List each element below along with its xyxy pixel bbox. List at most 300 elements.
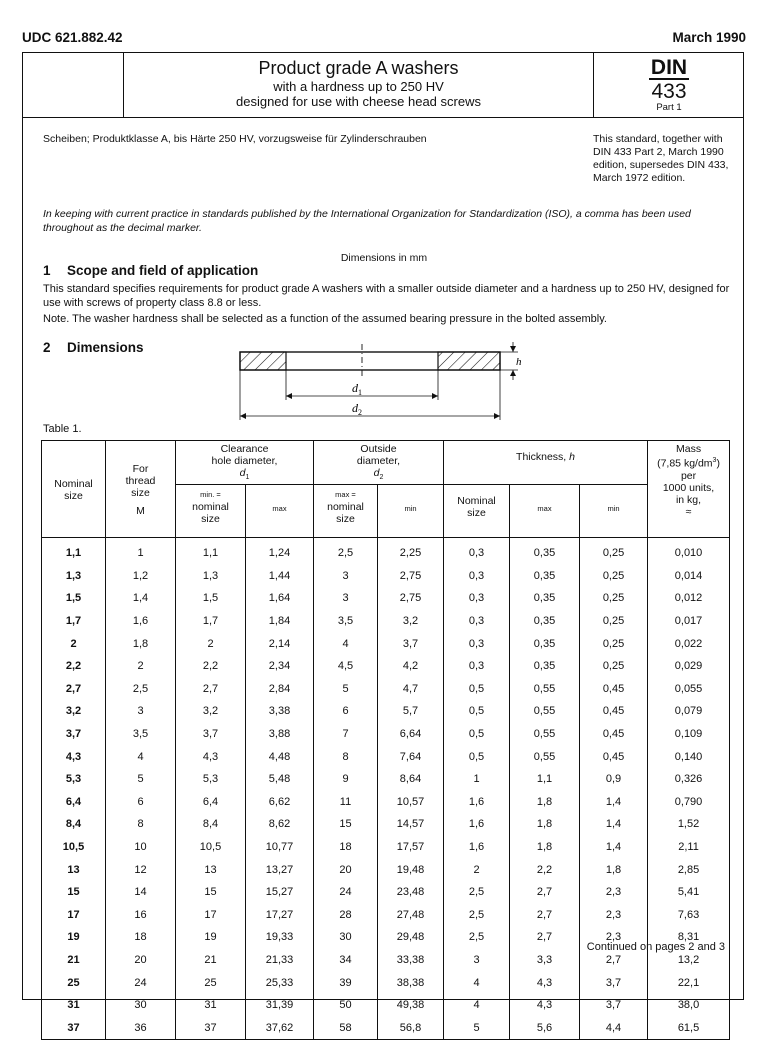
cell-mass: 0,790: [648, 791, 730, 814]
header-outside-l2: diameter,: [356, 455, 401, 467]
cell-clearance-max: 31,39: [246, 994, 314, 1017]
header-mass-l1: Mass: [675, 443, 702, 455]
cell-thread-size: 1,8: [106, 632, 176, 655]
cell-nominal-size: 21: [42, 949, 106, 972]
cell-outside-max: 34: [314, 949, 378, 972]
cell-thickness-max: 1,8: [510, 813, 580, 836]
cell-thickness-min: 1,4: [580, 813, 648, 836]
cell-nominal-size: 2,2: [42, 655, 106, 678]
cell-clearance-min: 2,2: [176, 655, 246, 678]
cell-outside-max: 20: [314, 858, 378, 881]
table-label: Table 1.: [43, 423, 82, 435]
cell-thread-size: 16: [106, 904, 176, 927]
table-row: [42, 565, 730, 588]
cell-outside-max: 3: [314, 587, 378, 610]
table-row: [42, 768, 730, 791]
header-thickness-min: min: [580, 485, 648, 538]
cell-outside-max: 28: [314, 904, 378, 927]
cell-nominal-size: 1,3: [42, 565, 106, 588]
cell-outside-max: 58: [314, 1016, 378, 1039]
table-row: [42, 723, 730, 746]
cell-thickness-min: 0,45: [580, 700, 648, 723]
cell-thread-size: 12: [106, 858, 176, 881]
cell-outside-min: 5,7: [378, 700, 444, 723]
cell-mass: 0,079: [648, 700, 730, 723]
cell-thickness-max: 2,2: [510, 858, 580, 881]
cell-thickness-min: 0,45: [580, 678, 648, 701]
cell-outside-min: 10,57: [378, 791, 444, 814]
cell-nominal-size: 25: [42, 971, 106, 994]
cell-clearance-min: 3,7: [176, 723, 246, 746]
cell-clearance-min: 1,3: [176, 565, 246, 588]
section-1-number: 1: [43, 263, 51, 278]
header-clearance-max: max: [246, 485, 314, 538]
cell-outside-max: 7: [314, 723, 378, 746]
cell-thickness-nominal: 0,3: [444, 610, 510, 633]
cell-thickness-min: 4,4: [580, 1016, 648, 1039]
cell-clearance-min: 1,1: [176, 538, 246, 565]
cell-thickness-max: 2,7: [510, 926, 580, 949]
cell-thickness-min: 2,7: [580, 949, 648, 972]
cell-nominal-size: 15: [42, 881, 106, 904]
table-row: [42, 610, 730, 633]
cell-thread-size: 4: [106, 745, 176, 768]
cell-clearance-max: 2,84: [246, 678, 314, 701]
header-thickness-nominal-l1: Nominal: [457, 495, 496, 508]
cell-nominal-size: 4,3: [42, 745, 106, 768]
cell-outside-max: 24: [314, 881, 378, 904]
table-row: [42, 632, 730, 655]
cell-clearance-max: 3,38: [246, 700, 314, 723]
cell-clearance-max: 17,27: [246, 904, 314, 927]
cell-clearance-max: 1,44: [246, 565, 314, 588]
cell-thread-size: 20: [106, 949, 176, 972]
cell-outside-max: 4,5: [314, 655, 378, 678]
cell-clearance-min: 37: [176, 1016, 246, 1039]
label-h: h: [516, 356, 522, 368]
cell-clearance-min: 21: [176, 949, 246, 972]
cell-outside-min: 29,48: [378, 926, 444, 949]
table-body: [42, 538, 730, 1040]
header-clearance-min-l2: size: [201, 513, 220, 526]
cell-clearance-max: 8,62: [246, 813, 314, 836]
cell-clearance-max: 25,33: [246, 971, 314, 994]
cell-outside-max: 6: [314, 700, 378, 723]
header-clearance-l1: Clearance: [220, 443, 269, 455]
cell-clearance-max: 21,33: [246, 949, 314, 972]
cell-clearance-min: 10,5: [176, 836, 246, 859]
cell-clearance-min: 6,4: [176, 791, 246, 814]
header-outside-l1: Outside: [360, 443, 397, 455]
cell-clearance-min: 1,7: [176, 610, 246, 633]
header-clearance-l2: hole diameter,: [211, 455, 278, 467]
cell-clearance-max: 2,34: [246, 655, 314, 678]
cell-clearance-min: 1,5: [176, 587, 246, 610]
cell-thickness-min: 0,45: [580, 723, 648, 746]
cell-thickness-max: 0,35: [510, 655, 580, 678]
cell-thickness-nominal: 0,5: [444, 723, 510, 746]
section-2-title: Dimensions: [67, 340, 144, 355]
table-row: [42, 994, 730, 1017]
washer-section-right: [438, 352, 500, 370]
cell-thickness-max: 0,35: [510, 632, 580, 655]
cell-nominal-size: 13: [42, 858, 106, 881]
cell-thread-size: 3,5: [106, 723, 176, 746]
cell-mass: 0,326: [648, 768, 730, 791]
header-nominal-size-text: Nominal size: [54, 478, 93, 502]
cell-thickness-min: 1,4: [580, 836, 648, 859]
header-outside-min: min: [378, 485, 444, 538]
cell-outside-min: 3,7: [378, 632, 444, 655]
cell-thread-size: 1,6: [106, 610, 176, 633]
svg-text:d2: [352, 401, 362, 417]
cell-clearance-min: 5,3: [176, 768, 246, 791]
cell-nominal-size: 1,7: [42, 610, 106, 633]
cell-mass: 0,029: [648, 655, 730, 678]
din-part: Part 1: [656, 102, 682, 113]
cell-outside-max: 5: [314, 678, 378, 701]
cell-thickness-min: 0,25: [580, 610, 648, 633]
cell-clearance-max: 19,33: [246, 926, 314, 949]
cell-thickness-max: 0,55: [510, 678, 580, 701]
cell-clearance-min: 8,4: [176, 813, 246, 836]
cell-mass: 7,63: [648, 904, 730, 927]
cell-thickness-min: 1,4: [580, 791, 648, 814]
header-mass-l2-end: ): [716, 457, 720, 470]
cell-nominal-size: 6,4: [42, 791, 106, 814]
cell-outside-min: 14,57: [378, 813, 444, 836]
iso-decimal-note: In keeping with current practice in standards published by the International Organization for Standardization (ISO), a comma has been used throughout as the decimal marker.: [43, 208, 691, 234]
cell-thickness-nominal: 0,3: [444, 538, 510, 565]
cell-nominal-size: 1,5: [42, 587, 106, 610]
cell-thickness-max: 1,8: [510, 791, 580, 814]
cell-outside-min: 38,38: [378, 971, 444, 994]
cell-nominal-size: 2: [42, 632, 106, 655]
cell-thread-size: 6: [106, 791, 176, 814]
cell-outside-min: 33,38: [378, 949, 444, 972]
header-clearance-min-l1: nominal: [192, 501, 229, 514]
header-outside: [314, 441, 444, 485]
cell-thread-size: 1,2: [106, 565, 176, 588]
cell-clearance-min: 17: [176, 904, 246, 927]
cell-thickness-nominal: 0,3: [444, 587, 510, 610]
cell-outside-max: 2,5: [314, 538, 378, 565]
header-thickness-nominal: [444, 485, 510, 538]
cell-thread-size: 3: [106, 700, 176, 723]
cell-thread-size: 30: [106, 994, 176, 1017]
cell-nominal-size: 17: [42, 904, 106, 927]
cell-clearance-min: 19: [176, 926, 246, 949]
cell-clearance-max: 6,62: [246, 791, 314, 814]
cell-outside-max: 11: [314, 791, 378, 814]
section-2-number: 2: [43, 340, 51, 355]
table-row: [42, 538, 730, 565]
header-mass-l3: per: [680, 469, 697, 482]
cell-thickness-min: 0,25: [580, 565, 648, 588]
cell-clearance-max: 10,77: [246, 836, 314, 859]
cell-clearance-max: 1,64: [246, 587, 314, 610]
cell-clearance-min: 15: [176, 881, 246, 904]
cell-outside-min: 2,25: [378, 538, 444, 565]
cell-outside-max: 39: [314, 971, 378, 994]
cell-thread-size: 5: [106, 768, 176, 791]
cell-outside-max: 50: [314, 994, 378, 1017]
header-thickness-max: max: [510, 485, 580, 538]
cell-thickness-nominal: 0,3: [444, 655, 510, 678]
cell-outside-max: 15: [314, 813, 378, 836]
cell-thread-size: 14: [106, 881, 176, 904]
cell-clearance-max: 1,24: [246, 538, 314, 565]
cell-thickness-nominal: 2,5: [444, 904, 510, 927]
cell-thread-size: 8: [106, 813, 176, 836]
cell-thickness-nominal: 0,5: [444, 678, 510, 701]
cell-thickness-nominal: 0,3: [444, 632, 510, 655]
scope-paragraph: This standard specifies requirements for product grade A washers with a smaller outside diameter and a hardness up to 250 HV, designed for use with screws of property class 8.8 or less.: [43, 283, 730, 309]
din-label: DIN: [650, 56, 688, 79]
cell-clearance-max: 2,14: [246, 632, 314, 655]
header-outside-max-note: max =: [335, 490, 356, 500]
header-thread-size-l1: For: [132, 463, 149, 475]
cell-thickness-min: 0,25: [580, 655, 648, 678]
header-outside-max: [314, 485, 378, 538]
dimensions-note: Dimensions in mm: [340, 252, 428, 264]
header-clearance-symbol: d: [239, 467, 246, 479]
svg-text:d1: [352, 381, 362, 397]
cell-mass: 5,41: [648, 881, 730, 904]
cell-nominal-size: 3,2: [42, 700, 106, 723]
cell-thickness-min: 1,8: [580, 858, 648, 881]
cell-thickness-min: 2,3: [580, 926, 648, 949]
cell-thickness-max: 0,55: [510, 700, 580, 723]
cell-thickness-max: 5,6: [510, 1016, 580, 1039]
washer-diagram: [228, 340, 528, 422]
cell-thickness-nominal: 1,6: [444, 791, 510, 814]
cell-thickness-max: 1,1: [510, 768, 580, 791]
cell-thickness-max: 2,7: [510, 904, 580, 927]
cell-mass: 1,52: [648, 813, 730, 836]
header-thickness-nominal-l2: size: [467, 507, 486, 520]
cell-thickness-nominal: 1: [444, 768, 510, 791]
cell-outside-max: 3: [314, 565, 378, 588]
cell-outside-min: 6,64: [378, 723, 444, 746]
cell-outside-max: 4: [314, 632, 378, 655]
supersedes-note: This standard, together with DIN 433 Part 2, March 1990 edition, supersedes DIN 433, March 1972 edition.: [593, 133, 729, 184]
cell-clearance-min: 25: [176, 971, 246, 994]
cell-mass: 0,010: [648, 538, 730, 565]
cell-mass: 8,31: [648, 926, 730, 949]
document-title: Product grade A washers: [258, 58, 459, 78]
cell-thickness-min: 0,25: [580, 632, 648, 655]
cell-thickness-nominal: 2: [444, 858, 510, 881]
table-row: [42, 904, 730, 927]
cell-nominal-size: 31: [42, 994, 106, 1017]
table-row: [42, 655, 730, 678]
cell-thread-size: 10: [106, 836, 176, 859]
table-row: [42, 678, 730, 701]
cell-outside-min: 17,57: [378, 836, 444, 859]
cell-thread-size: 1: [106, 538, 176, 565]
cell-clearance-min: 4,3: [176, 745, 246, 768]
table-row: [42, 1016, 730, 1039]
cell-clearance-min: 2: [176, 632, 246, 655]
header-mass-l5: in kg,: [675, 493, 702, 506]
cell-thickness-max: 4,3: [510, 994, 580, 1017]
cell-thickness-max: 0,55: [510, 723, 580, 746]
cell-outside-min: 7,64: [378, 745, 444, 768]
scope-note: Note. The washer hardness shall be selected as a function of the assumed bearing pressure in the bolted assembly.: [43, 313, 607, 325]
header-mass-l6: ≈: [685, 505, 692, 518]
cell-mass: 0,014: [648, 565, 730, 588]
cell-nominal-size: 8,4: [42, 813, 106, 836]
cell-clearance-max: 15,27: [246, 881, 314, 904]
cell-thickness-nominal: 1,6: [444, 813, 510, 836]
table-row: [42, 791, 730, 814]
label-d1-sub: 1: [358, 388, 362, 397]
header-mass-l2: (7,85 kg/dm: [657, 457, 713, 470]
cell-outside-min: 19,48: [378, 858, 444, 881]
header-clearance-sub: 1: [245, 474, 250, 482]
cell-thickness-nominal: 2,5: [444, 926, 510, 949]
cell-thickness-min: 3,7: [580, 971, 648, 994]
cell-outside-max: 8: [314, 745, 378, 768]
header-mass-l4: 1000 units,: [662, 481, 715, 494]
label-d2: d: [352, 401, 358, 415]
cell-outside-min: 4,7: [378, 678, 444, 701]
table-row: [42, 813, 730, 836]
cell-clearance-max: 37,62: [246, 1016, 314, 1039]
header-nominal-size: [42, 441, 106, 538]
cell-outside-max: 30: [314, 926, 378, 949]
cell-thread-size: 1,4: [106, 587, 176, 610]
cell-mass: 2,85: [648, 858, 730, 881]
cell-outside-min: 23,48: [378, 881, 444, 904]
cell-mass: 13,2: [648, 949, 730, 972]
label-d2-sub: 2: [358, 408, 362, 417]
cell-thickness-nominal: 0,5: [444, 745, 510, 768]
cell-thickness-max: 3,3: [510, 949, 580, 972]
section-2-heading: [43, 340, 144, 355]
cell-thickness-max: 0,35: [510, 587, 580, 610]
cell-mass: 0,012: [648, 587, 730, 610]
cell-thickness-max: 0,35: [510, 610, 580, 633]
cell-clearance-min: 13: [176, 858, 246, 881]
cell-mass: 0,017: [648, 610, 730, 633]
title-block: [124, 58, 593, 109]
cell-thickness-nominal: 0,5: [444, 700, 510, 723]
cell-mass: 22,1: [648, 971, 730, 994]
header-clearance: [176, 441, 314, 485]
cell-thread-size: 2,5: [106, 678, 176, 701]
cell-thickness-nominal: 4: [444, 994, 510, 1017]
cell-mass: 0,140: [648, 745, 730, 768]
cell-clearance-max: 5,48: [246, 768, 314, 791]
cell-nominal-size: 5,3: [42, 768, 106, 791]
cell-nominal-size: 19: [42, 926, 106, 949]
cell-thickness-max: 0,35: [510, 538, 580, 565]
cell-clearance-max: 3,88: [246, 723, 314, 746]
header-thread-size-l2: thread: [125, 475, 156, 487]
cell-thickness-min: 2,3: [580, 881, 648, 904]
udc-code: UDC 621.882.42: [22, 30, 123, 45]
cell-thread-size: 36: [106, 1016, 176, 1039]
subtitle-line-1: with a hardness up to 250 HV: [273, 79, 444, 94]
cell-thickness-nominal: 3: [444, 949, 510, 972]
cell-mass: 0,109: [648, 723, 730, 746]
cell-outside-min: 27,48: [378, 904, 444, 927]
washer-section-left: [240, 352, 286, 370]
table-row: [42, 881, 730, 904]
cell-clearance-max: 1,84: [246, 610, 314, 633]
table-row: [42, 745, 730, 768]
cell-outside-max: 9: [314, 768, 378, 791]
cell-clearance-max: 4,48: [246, 745, 314, 768]
cell-nominal-size: 10,5: [42, 836, 106, 859]
header-thread-size-l3: size: [131, 487, 150, 499]
cell-thread-size: 18: [106, 926, 176, 949]
header-outside-sub: 2: [379, 474, 384, 482]
cell-mass: 61,5: [648, 1016, 730, 1039]
cell-thread-size: 24: [106, 971, 176, 994]
cell-mass: 0,022: [648, 632, 730, 655]
cell-outside-max: 3,5: [314, 610, 378, 633]
cell-thickness-max: 0,35: [510, 565, 580, 588]
header-clearance-min-note: min. =: [200, 490, 221, 500]
label-d1: d: [352, 381, 358, 395]
cell-outside-min: 4,2: [378, 655, 444, 678]
header-outside-max-l2: size: [336, 513, 355, 526]
cell-thickness-max: 2,7: [510, 881, 580, 904]
cell-thickness-min: 0,25: [580, 587, 648, 610]
cell-thickness-max: 4,3: [510, 971, 580, 994]
cell-clearance-max: 13,27: [246, 858, 314, 881]
cell-outside-max: 18: [314, 836, 378, 859]
cell-thickness-max: 0,55: [510, 745, 580, 768]
header-thread-size-l4: M: [136, 505, 145, 517]
cell-clearance-min: 31: [176, 994, 246, 1017]
cell-nominal-size: 2,7: [42, 678, 106, 701]
table-row: [42, 858, 730, 881]
cell-thickness-nominal: 2,5: [444, 881, 510, 904]
din-block: [594, 58, 744, 113]
cell-thickness-nominal: 1,6: [444, 836, 510, 859]
cell-mass: 38,0: [648, 994, 730, 1017]
table-row: [42, 971, 730, 994]
cell-thread-size: 2: [106, 655, 176, 678]
cell-nominal-size: 1,1: [42, 538, 106, 565]
header-clearance-min: [176, 485, 246, 538]
cell-thickness-min: 2,3: [580, 904, 648, 927]
cell-thickness-min: 0,45: [580, 745, 648, 768]
cell-thickness-min: 0,25: [580, 538, 648, 565]
cell-nominal-size: 37: [42, 1016, 106, 1039]
cell-outside-min: 56,8: [378, 1016, 444, 1039]
publication-date: March 1990: [672, 30, 746, 45]
cell-mass: 0,055: [648, 678, 730, 701]
table-row: [42, 836, 730, 859]
cell-outside-min: 49,38: [378, 994, 444, 1017]
cell-nominal-size: 3,7: [42, 723, 106, 746]
header-thread-size: [106, 441, 176, 538]
cell-outside-min: 8,64: [378, 768, 444, 791]
subtitle-line-2: designed for use with cheese head screws: [236, 94, 481, 109]
header-thickness: [444, 441, 648, 485]
cell-mass: 2,11: [648, 836, 730, 859]
header-mass: [648, 441, 730, 538]
cell-thickness-max: 1,8: [510, 836, 580, 859]
german-title: Scheiben; Produktklasse A, bis Härte 250 HV, vorzugsweise für Zylinderschrauben: [43, 133, 427, 145]
header-outside-max-l1: nominal: [327, 501, 364, 514]
section-1-heading: [43, 263, 258, 278]
